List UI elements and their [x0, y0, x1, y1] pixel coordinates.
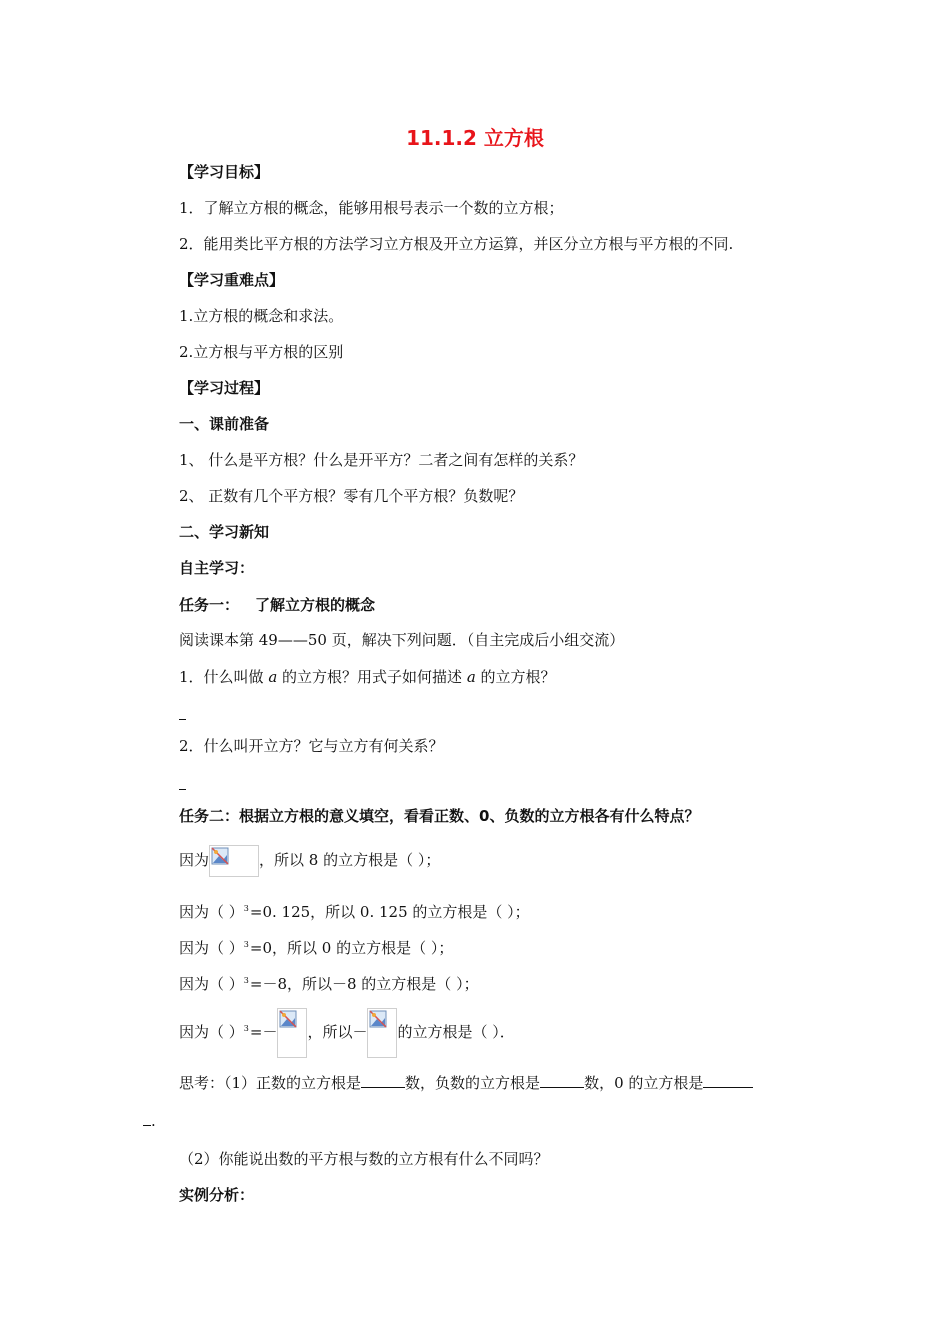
- broken-image-icon: [277, 1008, 307, 1058]
- fill-line-5: 因为（ ）$^3$=－ ，所以－ 的立方根是（ ）．: [179, 1006, 515, 1061]
- read-instruction: 阅读课本第 49——50 页，解决下列问题．（自主完成后小组交流）: [179, 631, 625, 649]
- blank: [540, 1072, 584, 1088]
- fill-line-1: 因为 ，所以 8 的立方根是（ ）；: [179, 843, 440, 877]
- blank: [361, 1072, 405, 1088]
- heading-key-points: 【学习重难点】: [179, 271, 285, 289]
- task-2-title: 任务二：根据立方根的意义填空，看看正数、0、负数的立方根各有什么特点？: [179, 807, 700, 825]
- key-point-1: 1.立方根的概念和求法。: [179, 307, 344, 325]
- section-2-title: 二、学习新知: [179, 523, 270, 541]
- think-question-1-end: .: [143, 1110, 156, 1131]
- task-1-heading: [179, 595, 375, 615]
- page-title: 11.1.2 立方根: [406, 126, 544, 150]
- objective-2: 2．能用类比平方根的方法学习立方根及开立方运算，并区分立方根与平方根的不同.: [179, 235, 734, 253]
- task-1-title: 了解立方根的概念: [255, 596, 376, 614]
- heading-process: 【学习过程】: [179, 379, 270, 397]
- variable-a: a: [466, 668, 476, 686]
- blank: [143, 1110, 151, 1126]
- broken-image-icon: [209, 845, 259, 877]
- task-1-question-1: 1．什么叫做 a 的立方根？用式子如何描述 a 的立方根？: [179, 668, 556, 686]
- think-question-1: 思考：（1）正数的立方根是 数，负数的立方根是 数，0 的立方根是: [179, 1072, 753, 1093]
- prep-question-1: 1、 什么是平方根？什么是开平方？二者之间有怎样的关系？: [179, 451, 584, 469]
- fill-line-2: 因为（ ）$^3$=0. 125，所以 0. 125 的立方根是（ ）；: [179, 903, 530, 921]
- fill-line-3: 因为（ ）$^3$=0，所以 0 的立方根是（ ）；: [179, 939, 454, 957]
- variable-a: a: [268, 668, 278, 686]
- task-1-question-2: 2．什么叫开立方？它与立方有何关系？: [179, 737, 444, 755]
- key-point-2: 2.立方根与平方根的区别: [179, 343, 344, 361]
- broken-image-icon: [367, 1008, 397, 1058]
- heading-objectives: 【学习目标】: [179, 163, 270, 181]
- think-question-2: （2）你能说出数的平方根与数的立方根有什么不同吗？: [179, 1150, 549, 1168]
- prep-question-2: 2、 正数有几个平方根？零有几个平方根？负数呢？: [179, 487, 524, 505]
- answer-line: [179, 719, 186, 720]
- example-analysis-heading: 实例分析：: [179, 1186, 255, 1204]
- blank: [703, 1072, 753, 1088]
- section-1-title: 一、课前准备: [179, 415, 270, 433]
- fill-line-4: 因为（ ）$^3$=－8，所以－8 的立方根是（ ）；: [179, 975, 479, 993]
- self-study-label: 自主学习：: [179, 559, 255, 577]
- answer-line: [179, 789, 186, 790]
- task-1-prefix: 任务一：: [179, 596, 240, 614]
- objective-1: 1．了解立方根的概念，能够用根号表示一个数的立方根；: [179, 199, 564, 217]
